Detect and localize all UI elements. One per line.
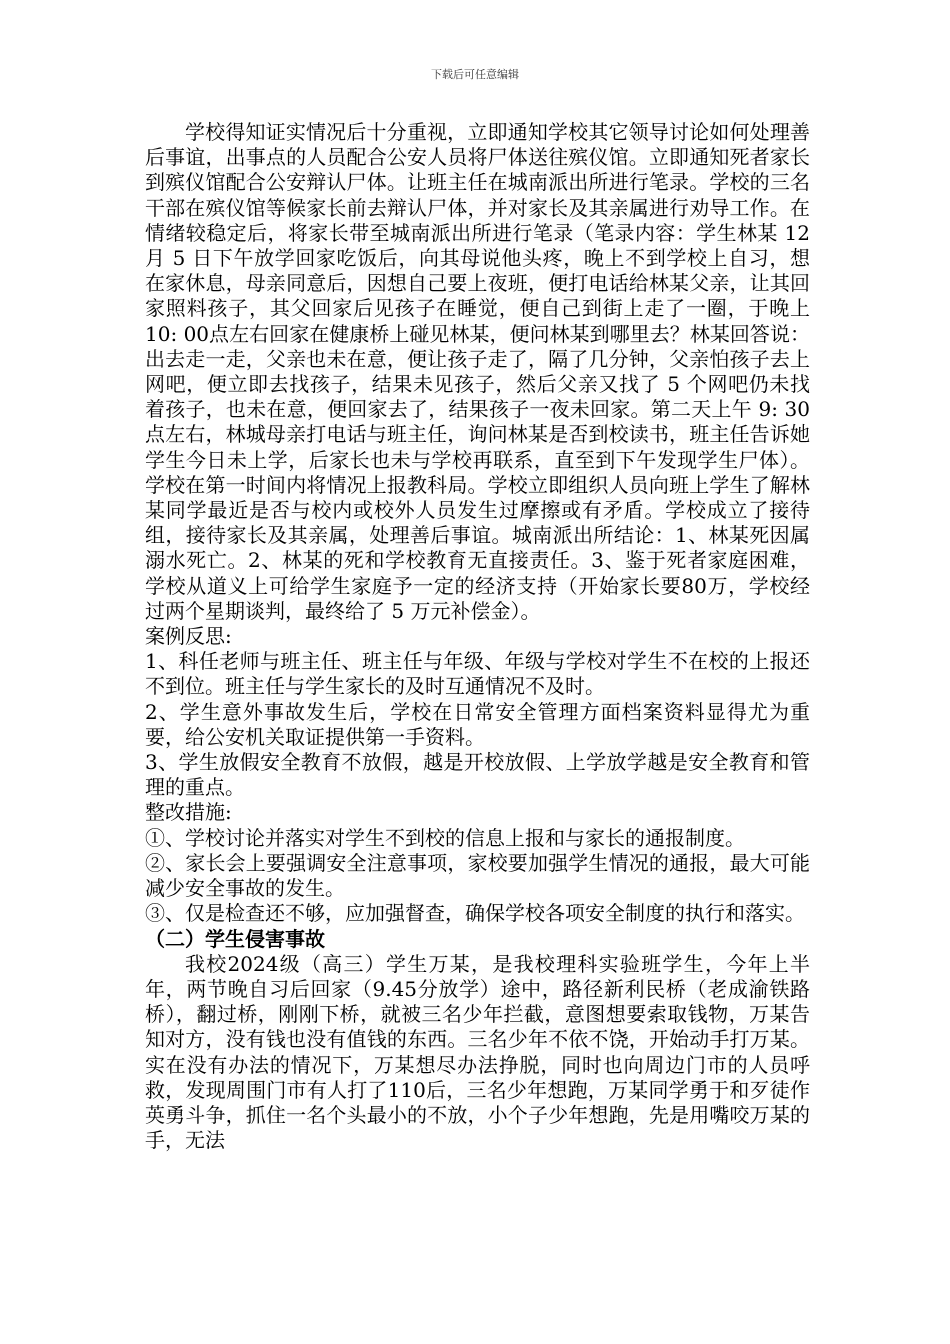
reflection-item-2: 2、学生意外事故发生后，学校在日常安全管理方面档案资料显得尤为重要，给公安机关取证提供第一手资料。	[145, 699, 810, 749]
paragraph-incident-handling: 学校得知证实情况后十分重视，立即通知学校其它领导讨论如何处理善后事谊，出事点的人员配合公安人员将尸体送往殡仪馆。立即通知死者家长到殡仪馆配合公安辩认尸体。让班主任在城南派出所进行笔录。学校的三名干部在殡仪馆等候家长前去辩认尸体，并对家长及其亲属进行劝导工作。在情绪较稳定后，将家长带至城南派出所进行笔录（笔录内容：学生林某 12 月 5 日下午放学回家吃饭后，向其母说他头疼，晚上不到学校上自习，想在家休息，母亲同意后，因想自己要上夜班，便打电话给林某父亲，让其回家照料孩子，其父回家后见孩子在睡觉，便自己到街上走了一圈，于晚上 10: 00点左右回家在健康桥上碰见林某，便问林某到哪里去？林某回答说：出去走一走，父亲也未在意，便让孩子走了，隔了几分钟，父亲怕孩子去上网吧，便立即去找孩子，结果未见孩子，然后父亲又找了 5 个网吧仍未找着孩子，也未在意，便回家去了，结果孩子一夜未回家。第二天上午 9: 30点左右，林城母亲打电话与班主任，询问林某是否到校读书，班主任告诉她学生今日未上学，后家长也未与学校再联系，直至到下午发现学生尸体）。学校在第一时间内将情况上报教科局。学校立即组织人员向班上学生了解林某同学最近是否与校内或校外人员发生过摩擦或有矛盾。学校成立了接待组，接待家长及其亲属，处理善后事谊。城南派出所结论：1、林某死因属溺水死亡。2、林某的死和学校教育无直接责任。3、鉴于死者家庭困难，学校从道义上可给学生家庭予一定的经济支持（开始家长要80万，学校经过两个星期谈判，最终给了 5 万元补偿金）。	[145, 120, 810, 623]
document-body	[145, 120, 810, 1153]
paragraph-student-assault: 我校2024级（高三）学生万某，是我校理科实验班学生，今年上半年，两节晚自习后回家（9.45分放学）途中，路径新利民桥（老成渝铁路桥），翻过桥，刚刚下桥，就被三名少年拦截，意图想要索取钱物，万某告知对方，没有钱也没有值钱的东西。三名少年不依不饶，开始动手打万某。实在没有办法的情况下，万某想尽办法挣脱，同时也向周边门市的人员呼救，发现周围门市有人打了110后，三名少年想跑，万某同学勇于和歹徒作英勇斗争，抓住一名个头最小的不放，小个子少年想跑，先是用嘴咬万某的手，无法	[145, 951, 810, 1153]
measure-item-3: ③、仅是检查还不够，应加强督查，确保学校各项安全制度的执行和落实。	[145, 901, 805, 926]
section-heading: （二）学生侵害事故	[145, 926, 325, 951]
reflection-item-1: 1、科任老师与班主任、班主任与年级、年级与学校对学生不在校的上报还不到位。班主任与学生家长的及时互通情况不及时。	[145, 649, 810, 699]
reflection-title: 案例反思:	[145, 624, 232, 649]
measure-item-2: ②、家长会上要强调安全注意事项，家校要加强学生情况的通报，最大可能减少安全事故的发生。	[145, 850, 810, 901]
measures-title: 整改措施:	[145, 800, 232, 825]
measure-item-1: ①、学校讨论并落实对学生不到校的信息上报和与家长的通报制度。	[145, 825, 745, 850]
page-header: 下载后可任意编辑	[431, 68, 519, 81]
reflection-item-3: 3、学生放假安全教育不放假，越是开校放假、上学放学越是安全教育和管理的重点。	[145, 750, 810, 800]
